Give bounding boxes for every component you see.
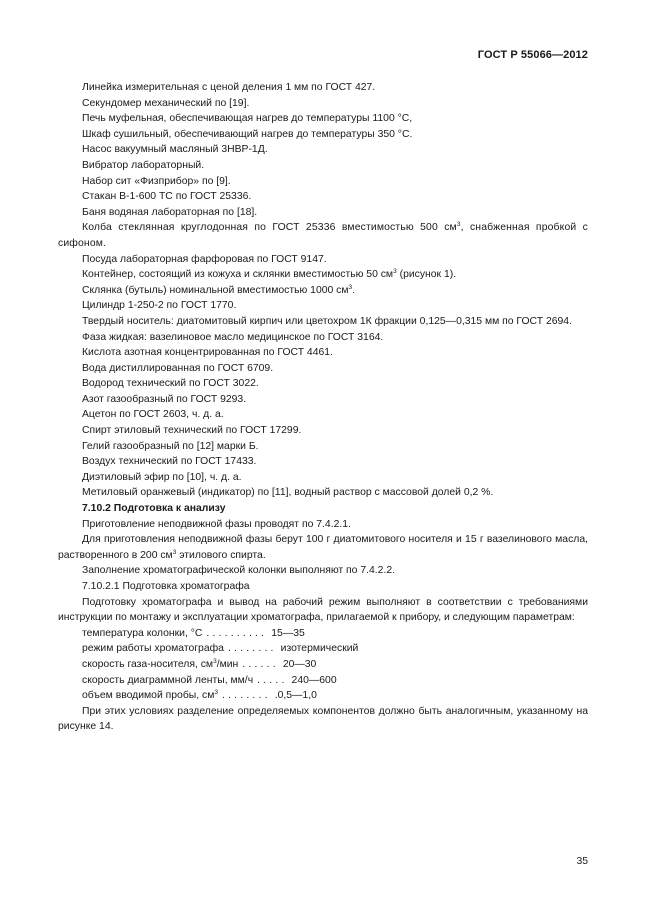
parameter-leader: ........	[221, 690, 271, 702]
reagent-item: Диэтиловый эфир по [10], ч. д. а.	[82, 471, 242, 483]
reagent-item: Водород технический по ГОСТ 3022.	[82, 378, 259, 390]
subsection-heading: 7.10.2.1 Подготовка хроматографа	[82, 581, 250, 592]
reagent-item: Фаза жидкая: вазелиновое масло медицинское по ГОСТ 3164.	[82, 331, 384, 343]
reagent-item: Ацетон по ГОСТ 2603, ч. д. а.	[82, 409, 224, 421]
equipment-item: Печь муфельная, обеспечивающая нагрев до температуры 1100 °С,	[82, 113, 413, 125]
equipment-item: Стакан В-1-600 ТС по ГОСТ 25336.	[82, 191, 252, 203]
parameter-label: скорость диаграммной ленты, мм/ч	[82, 674, 254, 686]
bottle-item: Склянка (бутыль) номинальной вместимостью 1000 $см^3$.	[82, 283, 356, 296]
standard-header: ГОСТ Р 55066—2012	[477, 49, 588, 61]
equipment-item: Баня водяная лабораторная по [18].	[82, 206, 258, 218]
parameter-label: скорость газа-носителя, $см^3$/мин	[82, 657, 239, 670]
parameter-leader: ......	[242, 658, 279, 670]
parameter-leader: ........	[227, 643, 277, 655]
porcelain-item: Посуда лабораторная фарфоровая по ГОСТ 9147.	[82, 253, 327, 265]
parameter-label: температура колонки, °С	[82, 627, 203, 639]
reagent-item: Вода дистиллированная по ГОСТ 6709.	[82, 362, 274, 374]
section-heading: 7.10.2 Подготовка к анализу	[82, 503, 226, 515]
parameter-list	[58, 626, 588, 704]
parameter-row	[58, 688, 588, 704]
reagent-item: Гелий газообразный по [12] марки Б.	[82, 440, 259, 452]
equipment-item: Насос вакуумный масляный 3НВР-1Д.	[82, 144, 268, 156]
flask-item: Колба стеклянная круглодонная по ГОСТ 25336 вместимостью 500 $см^3$, снабженная пробкой с сифоном.	[58, 221, 588, 249]
equipment-item: Линейка измерительная с ценой деления 1 мм по ГОСТ 427.	[82, 82, 376, 93]
parameter-value: 240—600	[291, 674, 337, 686]
reagent-item: Кислота азотная концентрированная по ГОСТ 4461.	[82, 347, 333, 359]
parameter-value: .0,5—1,0	[274, 690, 317, 702]
reagent-item: Воздух технический по ГОСТ 17433.	[82, 456, 257, 468]
parameter-label: объем вводимой пробы, $см^3$	[82, 689, 218, 702]
parameter-row	[58, 657, 588, 673]
paragraph: Подготовку хроматографа и вывод на рабочий режим выполняют в соответствии с требованиями инструкции по монтажу и эксплуатации хроматографа, прилагаемой к прибору, и следующим параметрам:	[58, 596, 588, 624]
reagent-item: Твердый носитель: диатомитовый кирпич или цветохром 1К фракции 0,125—0,315 мм по ГОСТ 2694.	[82, 315, 572, 327]
equipment-item: Вибратор лабораторный.	[82, 159, 205, 171]
reagent-item: Азот газообразный по ГОСТ 9293.	[82, 393, 247, 405]
parameter-leader: ..........	[206, 627, 268, 639]
document-body	[58, 80, 588, 735]
container-item: Контейнер, состоящий из кожуха и склянки вместимостью 50 $см^3$ (рисунок 1).	[82, 268, 457, 281]
equipment-item: Набор сит «Физприбор» по [9].	[82, 175, 231, 187]
equipment-item: Шкаф сушильный, обеспечивающий нагрев до температуры 350 °С.	[82, 128, 413, 140]
parameter-row	[58, 641, 588, 657]
paragraph: Приготовление неподвижной фазы проводят по 7.4.2.1.	[82, 518, 351, 530]
equipment-item: Секундомер механический по [19].	[82, 97, 250, 109]
paragraph: Для приготовления неподвижной фазы берут 100 г диатомитового носителя и 15 г вазелинового масла, растворенного в 200 $см^3$ этилового спирта.	[58, 534, 588, 561]
reagent-item: Цилиндр 1-250-2 по ГОСТ 1770.	[82, 300, 237, 312]
parameter-value: 20—30	[282, 658, 317, 670]
reagent-item: Спирт этиловый технический по ГОСТ 17299.	[82, 425, 302, 437]
reagent-item: Метиловый оранжевый (индикатор) по [11], водный раствор с массовой долей 0,2 %.	[82, 487, 494, 499]
parameter-value: изотермический	[280, 643, 359, 655]
parameter-leader: .....	[257, 674, 288, 686]
conclusion-paragraph: При этих условиях разделение определяемых компонентов должно быть аналогичным, указанному на рисунке 14.	[58, 705, 588, 733]
parameter-row	[58, 673, 588, 689]
parameter-value: 15—35	[271, 627, 305, 639]
parameter-row	[58, 626, 588, 642]
parameter-label: режим работы хроматографа	[82, 643, 224, 655]
paragraph: Заполнение хроматографической колонки выполняют по 7.4.2.2.	[82, 565, 396, 577]
page-number: 35	[576, 856, 588, 867]
